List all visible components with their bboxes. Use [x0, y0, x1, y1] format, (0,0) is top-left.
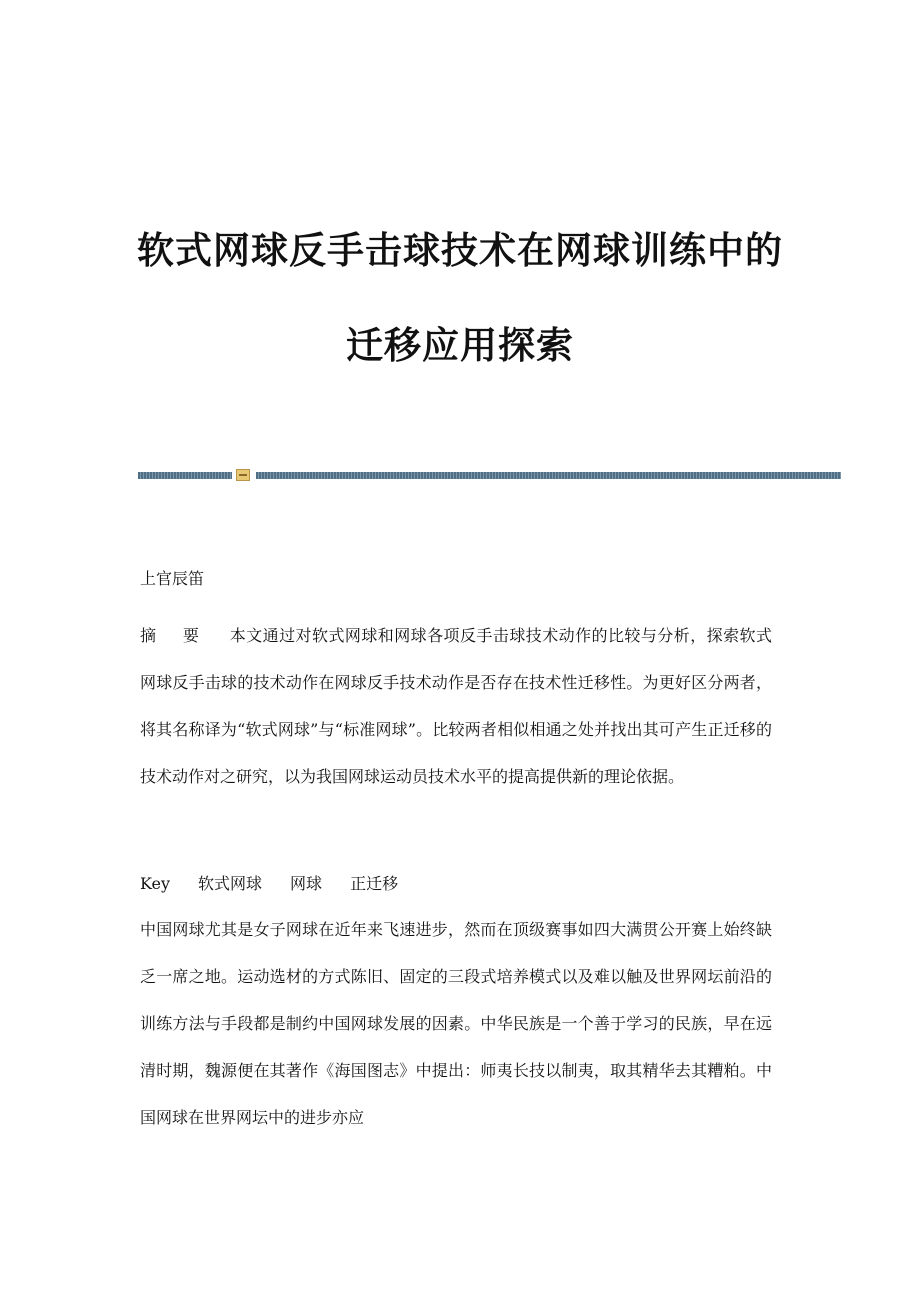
author-name: 上官辰笛: [140, 569, 205, 588]
abstract-label-char-1: 摘: [140, 626, 157, 645]
keywords-line: [140, 860, 772, 907]
divider-bar-left: [138, 472, 232, 479]
abstract-label-char-2: 要: [182, 626, 200, 645]
document-title-line-2: 迁移应用探索: [346, 323, 574, 367]
title-divider: [138, 468, 841, 482]
abstract-text: 本文通过对软式网球和网球各项反手击球技术动作的比较与分析，探索软式网球反手击球的技术动作在网球反手技术动作是否存在技术性迁移性。为更好区分两者，将其名称译为“软式网球”与“标准网球”。比较两者相似相通之处并找出其可产生正迁移的技术动作对之研究，以为我国网球运动员技术水平的提高提供新的理论依据。: [140, 626, 772, 786]
abstract-paragraph: [140, 612, 772, 800]
keywords-label: Key: [140, 874, 171, 893]
keyword-item: 软式网球: [198, 874, 263, 893]
document-title-line-1: 软式网球反手击球技术在网球训练中的: [137, 228, 783, 272]
divider-bar-right: [256, 472, 841, 479]
keyword-item: 正迁移: [350, 874, 399, 893]
body-paragraph: 中国网球尤其是女子网球在近年来飞速进步，然而在顶级赛事如四大满贯公开赛上始终缺乏一席之地。运动选材的方式陈旧、固定的三段式培养模式以及难以触及世界网坛前沿的训练方法与手段都是制约中国网球发展的因素。中华民族是一个善于学习的民族，早在远清时期，魏源便在其著作《海国图志》中提出：师夷长技以制夷，取其精华去其糟粕。中国网球在世界网坛中的进步亦应: [140, 920, 772, 1127]
keyword-item: 网球: [290, 874, 323, 893]
divider-ornament-icon: [236, 469, 250, 481]
